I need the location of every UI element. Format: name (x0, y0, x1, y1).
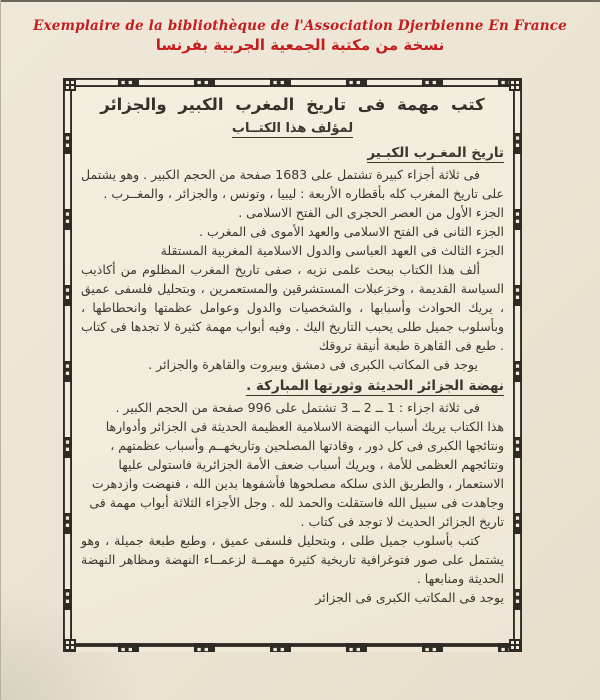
scan-edge-line (0, 0, 600, 2)
paragraph: كتب بأسلوب جميل طلى ، وبتحليل فلسفى عميق ، وطبع طبعة جميلة ، وهو يشتمل على صور فتوغرافية تاريخية كثيرة مهمــة لزعمــاء النهضة ومظاهر النهضة الحديثة ومنابعها . (81, 533, 504, 586)
page-frame (63, 78, 522, 652)
paragraph: فى ثلاثة أجزاء كبيرة تشتمل على 1683 صفحة من الحجم الكبير . وهو يشتمل على تاريخ المغرب كله بأقطاره الأربعة : ليبيا ، وتونس ، والجزائر ، والمغــرب . (81, 167, 504, 201)
book-title: كتب مهمة فى تاريخ المغرب الكبير والجزائر (100, 95, 485, 114)
section-heading: تاريخ المغـرب الكبـير (367, 145, 504, 161)
section-algeria-renaissance (81, 377, 504, 588)
footer-note: يوجد فى المكاتب الكبرى فى الجزائر (315, 590, 504, 605)
paragraph-part-three: الجزء الثالث فى العهد العباسى والدول الاسلامية المغربية المستقلة (160, 243, 504, 258)
library-stamp-french: Exemplaire de la bibliothèque de l'Association Djerbienne En France (33, 18, 567, 34)
library-stamp (0, 18, 600, 55)
paragraph: فى ثلاثة اجزاء : 1 ــ 2 ــ 3 تشتمل على 996 صفحة من الحجم الكبير . (115, 400, 480, 415)
availability-note: يوجد فى المكاتب الكبرى فى دمشق وبيروت والقاهرة والجزائر . (148, 357, 478, 372)
paragraph: ألف هذا الكتاب ببحث علمى نزيه ، صفى تاريخ المغرب المظلوم من أكاذيب السياسة القديمة ، وخزعبلات المستشرقين والمستعمرين ، وبتحليل فلسفى عميق ، يريك الحوادث وأسبابها ، والشخصيات والدول وعوامل عظمتها وانحطاطها ، وبأسلوب جميل طلى يحبب التاريخ اليك . وفيه أبواب مهمة كثيرة لا تجدها فى كتاب . طبع فى القاهرة طبعة أنيقة تروقك (81, 262, 504, 353)
book-subtitle: لمؤلف هذا الكتــاب (231, 121, 354, 136)
library-stamp-arabic: نسخة من مكتبة الجمعية الجربية بفرنسا (155, 35, 445, 54)
scan-edge-shadow (0, 0, 1, 700)
paragraph: هذا الكتاب يريك أسباب النهضة الاسلامية العظيمة الحديثة فى الجزائر وأدوارها ونتائجها الكبرى فى كل دور ، وقادتها المصلحين وتاريخهــم وأسباب عظمتهم ، ونتائجهم العظمى للأمة ، ويريك أسباب ضعف الأمة الجزائرية فاستولى عليها الاستعمار ، والطريق الذى سلكه مصلحوها فأشفوها بدين الله ، فنهضت وازدهرت وجاهدت فى سبيل الله فاستقلت والحمد لله . وجل الأجزاء الثلاثة أبواب مهمة فى تاريخ الجزائر الحديث لا توجد فى كتاب . (89, 419, 504, 529)
section-maghreb-history (81, 144, 504, 374)
page-text-area (81, 89, 504, 643)
paragraph-part-two: الجزء الثانى فى الفتح الاسلامى والعهد الأموى فى المغرب . (199, 224, 504, 239)
section-heading: نهضة الجزائر الحديثة وثورتها المباركة . (246, 378, 504, 394)
paragraph-part-one: الجزء الأول من العصر الحجرى الى الفتح الاسلامى . (238, 205, 504, 220)
